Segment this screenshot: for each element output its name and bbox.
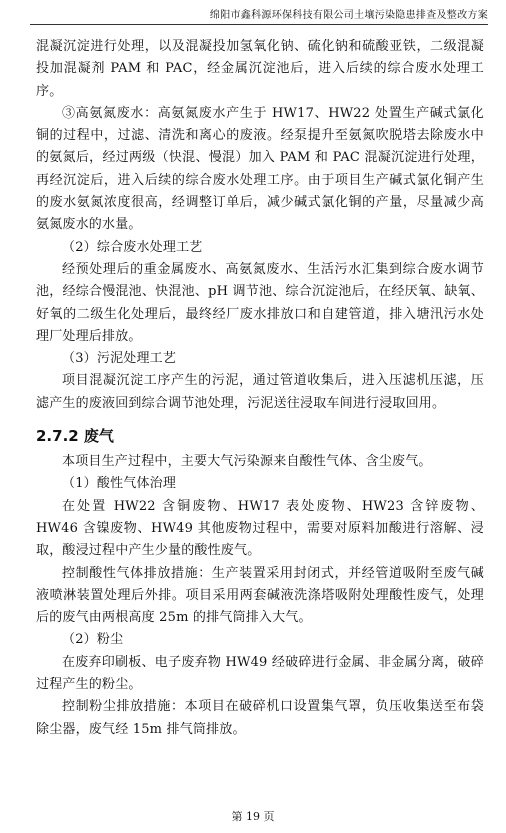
section-heading: 2.7.2 废气 bbox=[36, 427, 114, 446]
paragraph-7: 控制酸性气体排放措施：生产装置采用封闭式，并经管道吸附至废气碱液喷淋装置处理后外排。项目采用两套碱液洗涤塔吸附处理酸性废气，处理后的废气由两根高度 25m 的排气筒排入大气。 bbox=[36, 565, 484, 626]
paragraph-4: 项目混凝沉淀工序产生的污泥，通过管道收集后，进入压滤机压滤，压滤产生的废液回到综合调节池处理，污泥送往浸取车间进行浸取回用。 bbox=[36, 373, 484, 411]
paragraph-6: 在处置 HW22 含铜废物、HW17 表处废物、HW23 含锌废物、HW46 含镍废物、HW49 其他废物过程中，需要对原料加酸进行溶解、浸取，酸浸过程中产生少量的酸性废气。 bbox=[36, 498, 484, 559]
subheading-sludge-process: （3）污泥处理工艺 bbox=[62, 351, 177, 367]
page-content bbox=[36, 36, 484, 741]
paragraph-1: 混凝沉淀进行处理，以及混凝投加氢氧化钠、硫化钠和硫酸亚铁，二级混凝投加混凝剂 PAM 和 PAC，经金属沉淀池后，进入后续的综合废水处理工序。 bbox=[36, 39, 484, 99]
paragraph-8: 在废弃印刷板、电子废弃物 HW49 经破碎进行金属、非金属分离，破碎过程产生的粉尘。 bbox=[36, 654, 484, 693]
subheading-acid-gas: （1）酸性气体治理 bbox=[62, 476, 177, 492]
subheading-wastewater-process: （2）综合废水处理工艺 bbox=[62, 239, 203, 255]
paragraph-2: ③高氨氮废水：高氨氮废水产生于 HW17、HW22 处置生产碱式氯化铜的过程中，过滤、清洗和离心的废液。经泵提升至氨氮吹脱塔去除废水中的氨氮后，经过两级（快混、慢混）加入 PAM 和 PAC 混凝沉淀进行处理，再经沉淀后，进入后续的综合废水处理工序。由于项目生产碱式氯化铜产生的废水氨氮浓度很高，经调整订单后，减少碱式氯化铜的产量，尽量减少高氨氮废水的水量。 bbox=[36, 105, 484, 233]
page-number: 第 19 页 bbox=[231, 810, 275, 823]
paragraph-9: 控制粉尘排放措施：本项目在破碎机口设置集气罩，负压收集送至布袋除尘器，废气经 15m 排气筒排放。 bbox=[36, 699, 484, 737]
subheading-dust: （2）粉尘 bbox=[62, 632, 124, 648]
paragraph-5: 本项目生产过程中，主要大气污染源来自酸性气体、含尘废气。 bbox=[62, 454, 432, 470]
paragraph-3: 经预处理后的重金属废水、高氨氮废水、生活污水汇集到综合废水调节池，经综合慢混池、快混池、pH 调节池、综合沉淀池后，在经厌氧、缺氧、好氧的二级生化处理后，最终经厂废水排放口和自建管道，排入塘汛污水处理厂处理后排放。 bbox=[36, 261, 484, 344]
page-header: 绵阳市鑫科源环保科技有限公司土壤污染隐患排查及整改方案 bbox=[30, 8, 488, 25]
